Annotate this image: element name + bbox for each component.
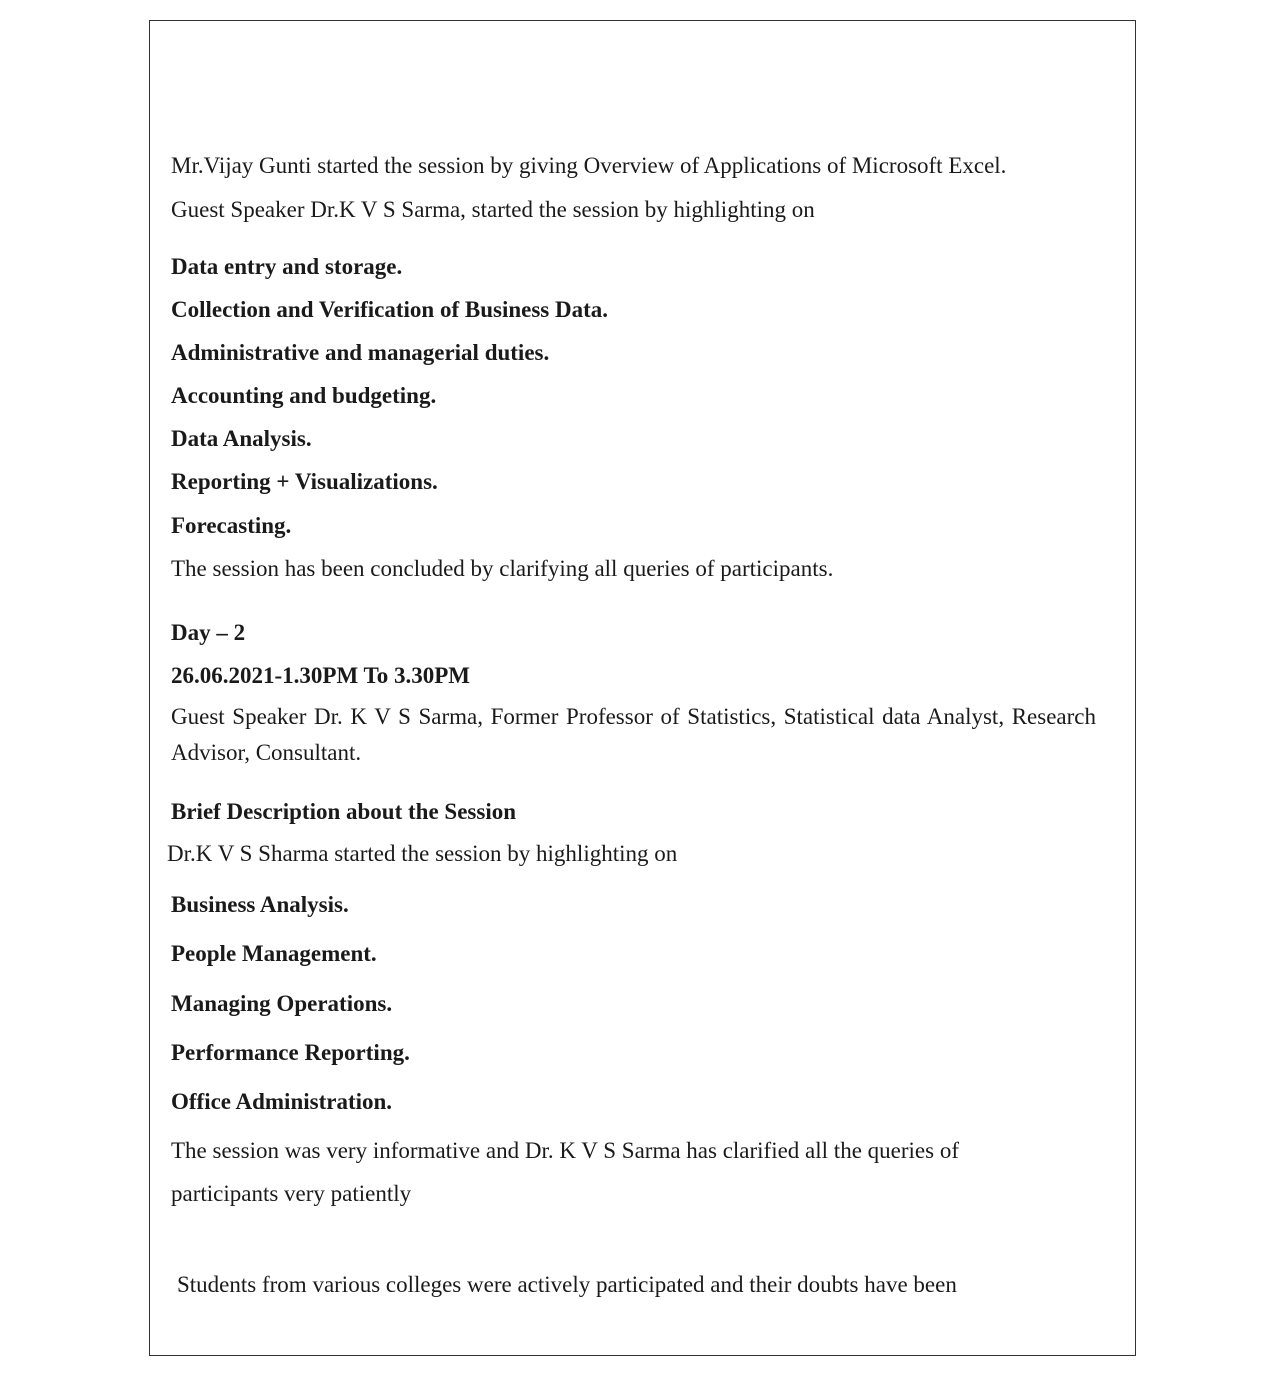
day2-closing-line2: participants very patiently (171, 1181, 412, 1206)
day2-topic: Performance Reporting. (171, 1040, 410, 1065)
day1-topic: Collection and Verification of Business Data. (171, 297, 609, 322)
day2-topic: Business Analysis. (171, 892, 349, 917)
day2-brief-heading: Brief Description about the Session (171, 799, 516, 824)
day1-topic: Data Analysis. (171, 426, 312, 451)
day2-topic: Managing Operations. (171, 991, 393, 1016)
day2-topic: Office Administration. (171, 1089, 393, 1114)
day2-speaker-description: Guest Speaker Dr. K V S Sarma, Former Professor of Statistics, Statistical data Analyst, Research Advisor, Consultant. (171, 704, 1096, 765)
day2-closing-line1: The session was very informative and Dr. K V S Sarma has clarified all the queries of (171, 1138, 959, 1163)
day2-intro: Dr.K V S Sharma started the session by highlighting on (167, 841, 678, 866)
day1-topic: Accounting and budgeting. (171, 383, 437, 408)
day1-speaker-line: Guest Speaker Dr.K V S Sarma, started the session by highlighting on (171, 197, 815, 222)
day1-conclusion: The session has been concluded by clarifying all queries of participants. (171, 556, 834, 581)
day2-heading: Day – 2 (171, 620, 246, 645)
day2-topic: People Management. (171, 941, 377, 966)
day1-topic: Data entry and storage. (171, 254, 403, 279)
day1-topic: Reporting + Visualizations. (171, 469, 438, 494)
day1-topic: Administrative and managerial duties. (171, 340, 550, 365)
day1-intro: Mr.Vijay Gunti started the session by giving Overview of Applications of Microsoft Excel. (171, 153, 1007, 178)
day2-datetime: 26.06.2021-1.30PM To 3.30PM (171, 663, 470, 688)
day1-topic: Forecasting. (171, 513, 292, 538)
students-line: Students from various colleges were actively participated and their doubts have been (177, 1272, 957, 1297)
